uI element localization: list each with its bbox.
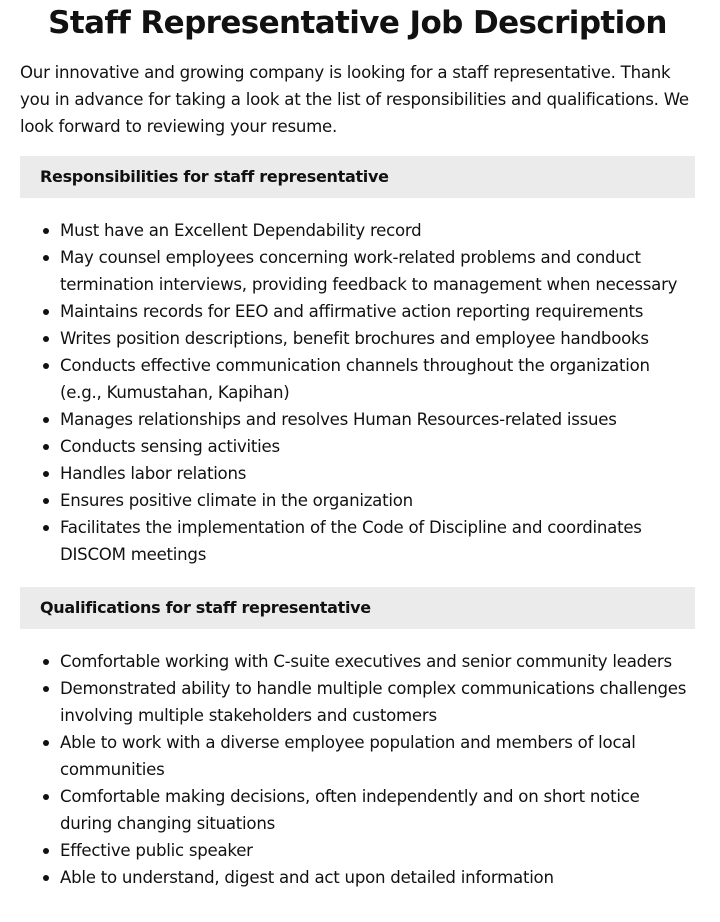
responsibilities-list [20, 217, 695, 568]
list-item: Conducts effective communication channels throughout the organization (e.g., Kumustahan, Kapihan) [60, 352, 695, 406]
list-item: Effective public speaker [60, 837, 695, 864]
qualifications-heading: Qualifications for staff representative [20, 587, 695, 629]
qualifications-section [20, 587, 695, 891]
list-item: Manages relationships and resolves Human Resources-related issues [60, 406, 695, 433]
list-item: Demonstrated ability to handle multiple complex communications challenges involving multiple stakeholders and customers [60, 675, 695, 729]
list-item: Comfortable making decisions, often independently and on short notice during changing situations [60, 783, 695, 837]
list-item: May counsel employees concerning work-related problems and conduct termination interviews, providing feedback to management when necessary [60, 244, 695, 298]
list-item: Must have an Excellent Dependability record [60, 217, 695, 244]
page-title: Staff Representative Job Description [48, 5, 667, 41]
list-item: Handles labor relations [60, 460, 695, 487]
list-item: Able to understand, digest and act upon detailed information [60, 864, 695, 891]
qualifications-list [20, 648, 695, 891]
list-item: Facilitates the implementation of the Code of Discipline and coordinates DISCOM meetings [60, 514, 695, 568]
list-item: Conducts sensing activities [60, 433, 695, 460]
list-item: Writes position descriptions, benefit brochures and employee handbooks [60, 325, 695, 352]
list-item: Able to work with a diverse employee population and members of local communities [60, 729, 695, 783]
list-item: Ensures positive climate in the organization [60, 487, 695, 514]
list-item: Maintains records for EEO and affirmative action reporting requirements [60, 298, 695, 325]
list-item: Comfortable working with C-suite executives and senior community leaders [60, 648, 695, 675]
responsibilities-heading: Responsibilities for staff representative [20, 156, 695, 198]
responsibilities-section [20, 156, 695, 568]
intro-paragraph: Our innovative and growing company is looking for a staff representative. Thank you in advance for taking a look at the list of responsibilities and qualifications. We look forward to reviewing your resume. [20, 63, 689, 136]
